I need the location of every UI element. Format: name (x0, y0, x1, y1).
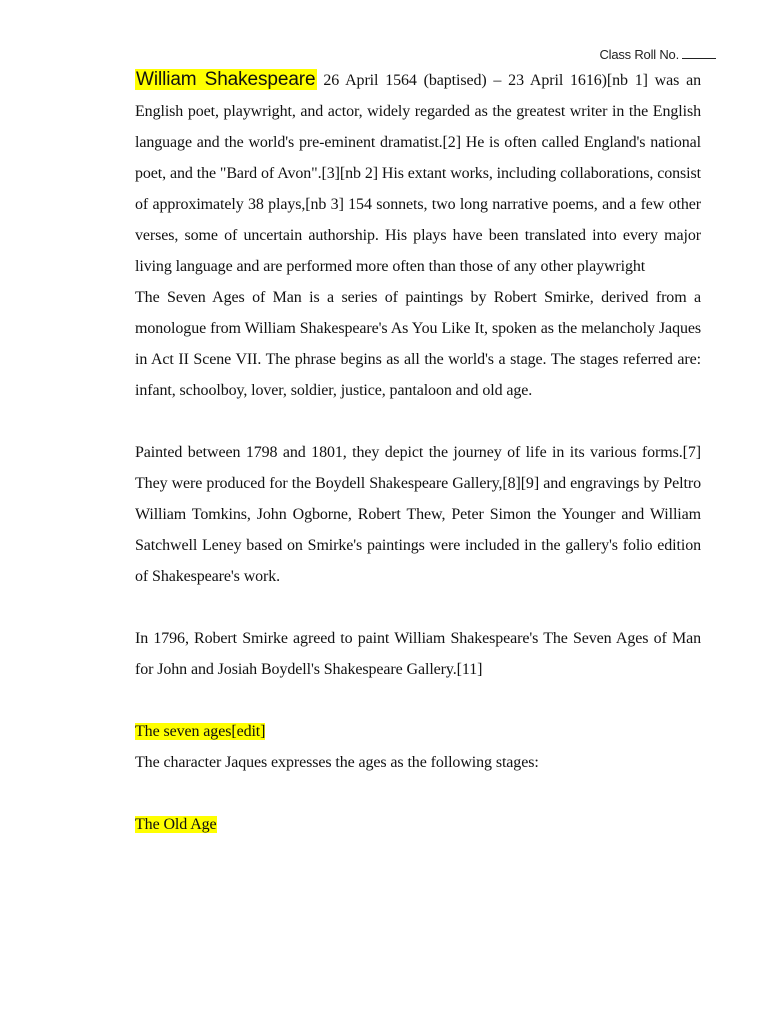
class-roll-label: Class Roll No. (599, 47, 679, 62)
old-age-heading: The Old Age (135, 816, 217, 833)
character-jaques-paragraph: The character Jaques expresses the ages as the following stages: (135, 754, 539, 771)
document-body (135, 64, 701, 840)
paragraph-gap (135, 406, 701, 437)
paragraph-gap (135, 685, 701, 716)
painted-between-paragraph: Painted between 1798 and 1801, they depict the journey of life in its various forms.[7] They were produced for the Boydell Shakespeare Gallery,[8][9] and engravings by Peltro William Tomkins, John Ogborne, Robert Thew, Peter Simon the Younger and William Satchwell Leney based on Smirke's paintings were included in the gallery's folio edition of Shakespeare's work. (135, 444, 701, 585)
paragraph-gap (135, 592, 701, 623)
seven-ages-heading-line (135, 716, 701, 747)
seven-ages-heading: The seven ages[edit] (135, 723, 266, 740)
old-age-heading-line (135, 809, 701, 840)
intro-paragraph (135, 64, 701, 282)
shakespeare-name-highlight: William Shakespeare (136, 69, 316, 90)
in-1796-paragraph: In 1796, Robert Smirke agreed to paint William Shakespeare's The Seven Ages of Man for John and Josiah Boydell's Shakespeare Gallery.[11] (135, 630, 701, 678)
class-roll-header (599, 47, 716, 62)
seven-ages-paintings-paragraph: The Seven Ages of Man is a series of paintings by Robert Smirke, derived from a monologue from William Shakespeare's As You Like It, spoken as the melancholy Jaques in Act II Scene VII. The phrase begins as all the world's a stage. The stages referred are: infant, schoolboy, lover, soldier, justice, pantaloon and old age. (135, 289, 701, 399)
class-roll-blank (682, 47, 716, 59)
paragraph-gap (135, 778, 701, 809)
intro-text: 26 April 1564 (baptised) – 23 April 1616)[nb 1] was an English poet, playwright, and actor, widely regarded as the greatest writer in the English language and the world's pre-eminent dramatist.[2] He is often called England's national poet, and the "Bard of Avon".[3][nb 2] His extant works, including collaborations, consist of approximately 38 plays,[nb 3] 154 sonnets, two long narrative poems, and a few other verses, some of uncertain authorship. His plays have been translated into every major living language and are performed more often than those of any other playwright (135, 72, 701, 275)
